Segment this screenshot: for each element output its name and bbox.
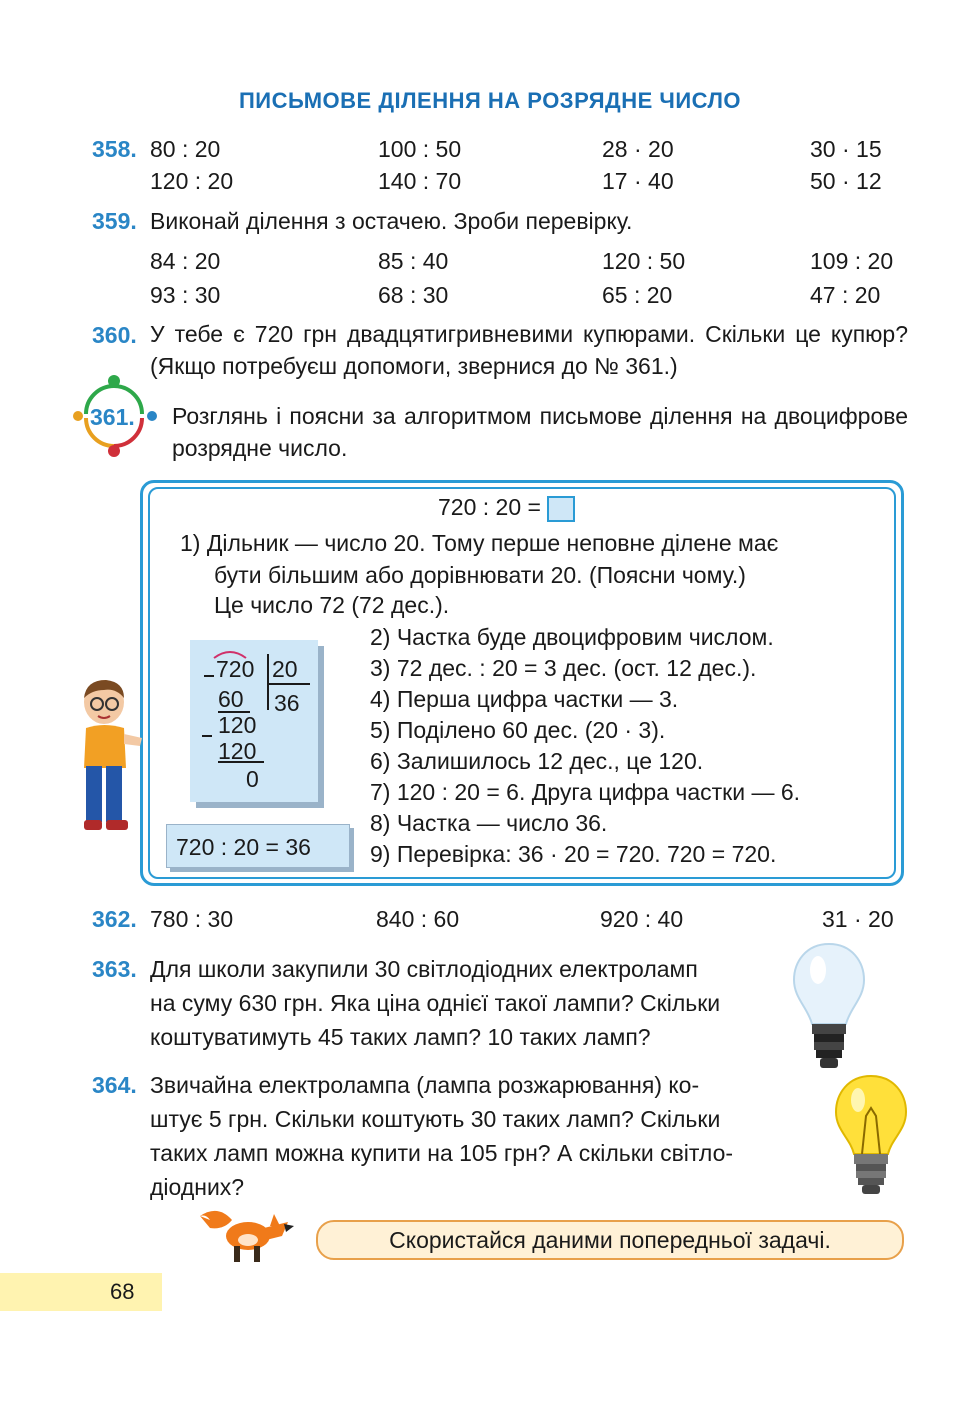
expression: 85 : 40 xyxy=(378,248,449,274)
expression: 120 : 20 xyxy=(150,168,234,194)
subtrahend-1: 60 xyxy=(218,686,244,712)
exercise-363-line: коштуватимуть 45 таких ламп? 10 таких ламп? xyxy=(150,1024,651,1050)
led-bulb-illustration xyxy=(788,940,870,1078)
expression: 68 : 30 xyxy=(378,282,449,308)
equation xyxy=(438,494,575,522)
step: 8) Частка — число 36. xyxy=(370,810,608,836)
exercise-364-line: діодних? xyxy=(150,1174,245,1200)
subtrahend-2: 120 xyxy=(218,738,257,764)
dividend: 720 xyxy=(216,656,255,682)
expression: 80 : 20 xyxy=(150,136,221,162)
exercise-361-number: 361. xyxy=(90,404,135,430)
exercise-360-number: 360. xyxy=(92,322,137,348)
answer-text: 720 : 20 = 36 xyxy=(176,834,311,860)
exercise-363-number: 363. xyxy=(92,956,137,982)
boy-illustration xyxy=(72,678,146,838)
step-1-line-3: Це число 72 (72 дес.). xyxy=(214,592,450,618)
equation-text: 720 : 20 = xyxy=(438,494,541,520)
expression: 120 : 50 xyxy=(602,248,686,274)
remainder-2: 0 xyxy=(246,766,259,792)
fox-illustration xyxy=(196,1200,300,1266)
exercise-361-text: Розглянь і поясни за алгоритмом письмове ділення на двоцифрове розрядне число. xyxy=(172,403,908,461)
expression: 28 · 20 xyxy=(602,136,674,162)
expression: 93 : 30 xyxy=(150,282,221,308)
step: 7) 120 : 20 = 6. Друга цифра частки — 6. xyxy=(370,779,801,805)
expression: 140 : 70 xyxy=(378,168,462,194)
exercise-364-number: 364. xyxy=(92,1072,137,1098)
exercise-363-line: на суму 630 грн. Яка ціна однієї такої лампи? Скільки xyxy=(150,990,721,1016)
step: 2) Частка буде двоцифровим числом. xyxy=(370,624,774,650)
step-1-line-1: 1) Дільник — число 20. Тому перше неповне ділене має xyxy=(180,530,779,556)
expression: 31 · 20 xyxy=(822,906,894,932)
answer-blank xyxy=(547,496,575,522)
step-1-line-2: бути більшим або дорівнювати 20. (Поясни чому.) xyxy=(214,562,746,588)
step: 3) 72 дес. : 20 = 3 дес. (ост. 12 дес.). xyxy=(370,655,757,681)
page-number-bar xyxy=(0,1273,162,1311)
expression: 840 : 60 xyxy=(376,906,460,932)
expression: 100 : 50 xyxy=(378,136,462,162)
step: 6) Залишилось 12 дес., це 120. xyxy=(370,748,704,774)
step: 4) Перша цифра частки — 3. xyxy=(370,686,679,712)
step: 5) Поділено 60 дес. (20 · 3). xyxy=(370,717,666,743)
page-number: 68 xyxy=(110,1279,135,1304)
exercise-359-number: 359. xyxy=(92,208,137,234)
exercise-360-text: У тебе є 720 грн двадцятигривневими купюрами. Скільки це купюр? (Якщо потребуєш допомоги, звернися до № 361.) xyxy=(150,321,908,379)
expression: 65 : 20 xyxy=(602,282,673,308)
hint-box: Скористайся даними попередньої задачі. xyxy=(316,1220,904,1260)
expression: 780 : 30 xyxy=(150,906,234,932)
expression: 109 : 20 xyxy=(810,248,894,274)
expression: 920 : 40 xyxy=(600,906,684,932)
exercise-363-line: Для школи закупили 30 світлодіодних електроламп xyxy=(150,956,698,982)
exercise-362-number: 362. xyxy=(92,906,137,932)
expression: 17 · 40 xyxy=(602,168,674,194)
expression: 50 · 12 xyxy=(810,168,882,194)
expression: 47 : 20 xyxy=(810,282,881,308)
expression: 30 · 15 xyxy=(810,136,882,162)
divisor: 20 xyxy=(272,656,298,682)
quotient: 36 xyxy=(274,690,300,716)
exercise-359-text: Виконай ділення з остачею. Зроби перевірку. xyxy=(150,208,633,234)
page-title: ПИСЬМОВЕ ДІЛЕННЯ НА РОЗРЯДНЕ ЧИСЛО xyxy=(238,88,742,113)
remainder-1: 120 xyxy=(218,712,257,738)
step: 9) Перевірка: 36 · 20 = 720. 720 = 720. xyxy=(370,841,777,867)
exercise-364-line: Звичайна електролампа (лампа розжарювання) ко- xyxy=(150,1072,700,1098)
expression: 84 : 20 xyxy=(150,248,221,274)
exercise-364-line: штує 5 грн. Скільки коштують 30 таких ламп? Скільки xyxy=(150,1106,721,1132)
exercise-358-number: 358. xyxy=(92,136,137,162)
exercise-364-line: таких ламп можна купити на 105 грн? А скільки світло- xyxy=(150,1140,734,1166)
incandescent-bulb-illustration xyxy=(832,1072,910,1200)
